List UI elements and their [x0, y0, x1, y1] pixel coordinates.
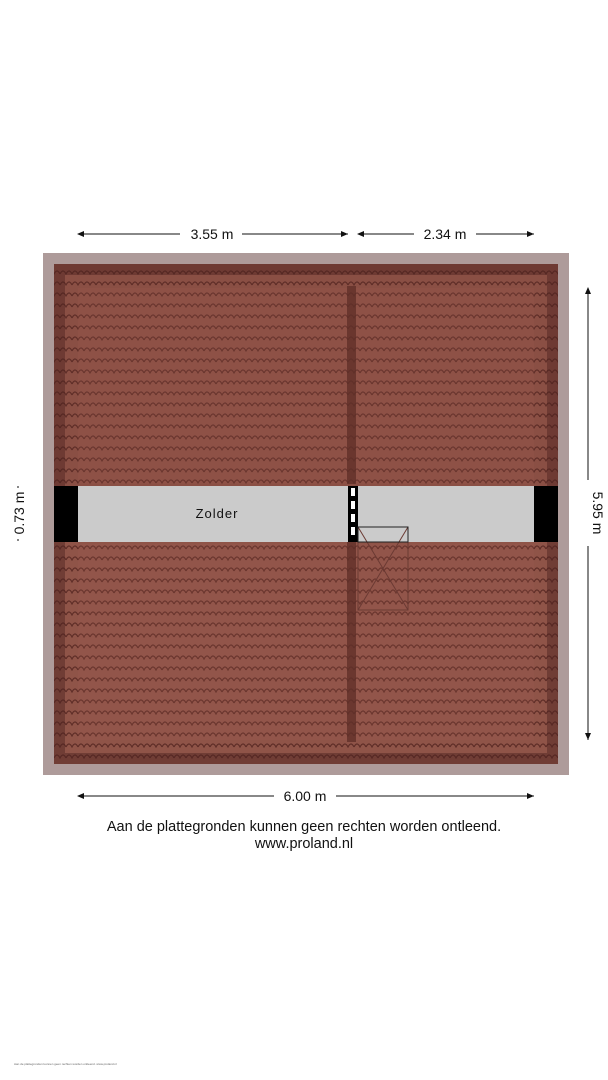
roof-ridge-top	[347, 286, 356, 484]
dimension-label: 2.34 m	[423, 226, 467, 242]
website-link: www.proland.nl	[254, 836, 354, 852]
dimension-label: 0.73 m	[11, 491, 27, 535]
dimension-label: 5.95 m	[590, 491, 606, 535]
room-label-zolder: Zolder	[195, 506, 239, 521]
dimension-top-right	[358, 226, 534, 242]
wall-left	[54, 486, 78, 542]
roof-bottom-field	[78, 544, 534, 740]
roof-ridge-bottom	[347, 542, 356, 742]
disclaimer-text: Aan de plattegronden kunnen geen rechten worden ontleend.	[106, 819, 502, 835]
attic-floor-right	[358, 486, 534, 542]
attic	[54, 486, 558, 542]
dimension-label: 6.00 m	[283, 788, 327, 804]
dimension-left	[11, 486, 27, 541]
dimension-top-left	[78, 226, 348, 242]
dimension-label: 3.55 m	[190, 226, 234, 242]
dimension-right	[588, 288, 606, 740]
footnote-text: Aan de plattegronden kunnen geen rechten worden ontleend. www.proland.nl	[14, 1062, 117, 1066]
dimension-bottom	[78, 788, 534, 804]
roof-top-field	[78, 288, 534, 484]
wall-right	[534, 486, 558, 542]
